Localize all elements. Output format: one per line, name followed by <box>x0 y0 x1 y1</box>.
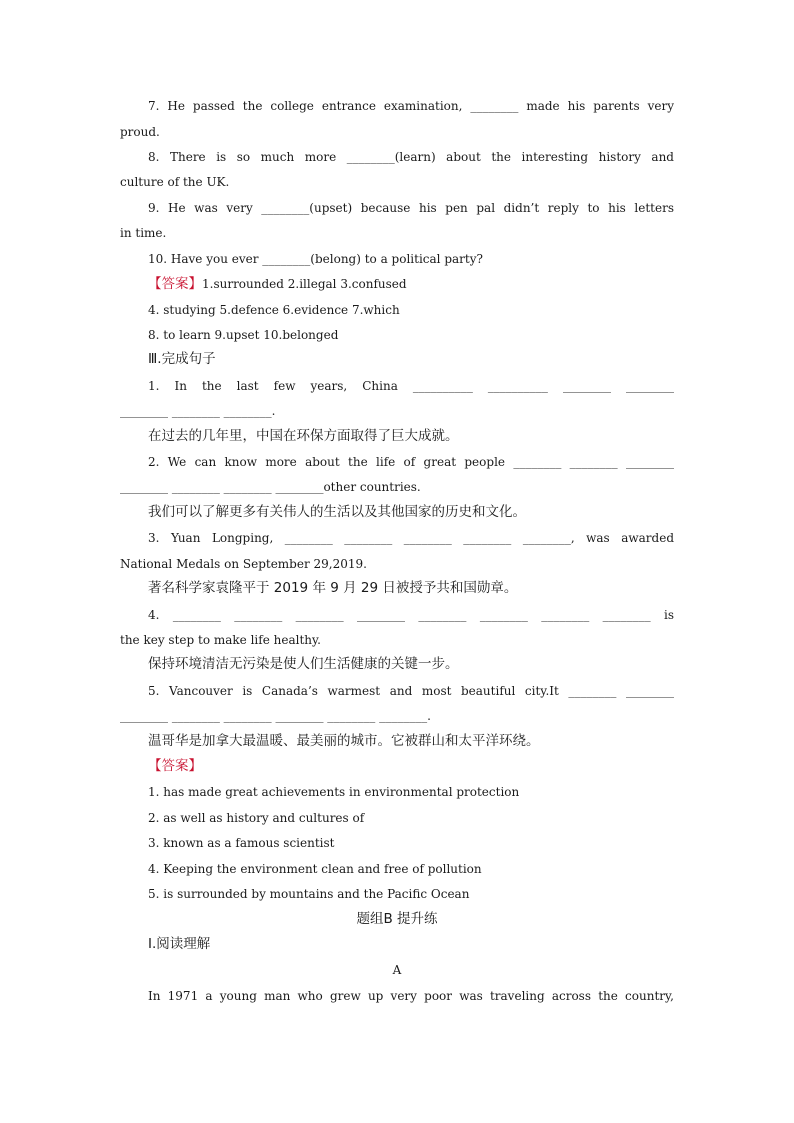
passage-label: A <box>392 963 402 977</box>
question-8-line-1: 8. There is so much more ________(learn) about the interesting history and <box>148 150 674 164</box>
question-7-line-2: proud. <box>120 125 160 139</box>
sentence-5-chinese: 温哥华是加拿大最温暖、最美丽的城市。它被群山和太平洋环绕。 <box>148 733 540 749</box>
question-7-line-1: 7. He passed the college entrance examination, ________ made his parents very <box>148 99 674 113</box>
section-heading-part-3: Ⅲ.完成句子 <box>148 351 216 367</box>
sentence-5-line-1: 5. Vancouver is Canada’s warmest and most beautiful city.It ________ ________ <box>148 684 674 698</box>
sentence-5-line-2: ________ ________ ________ ________ ________ ________. <box>120 709 431 723</box>
answer-label-part-3: 【答案】 <box>148 758 202 774</box>
answer-sentence-3: 3. known as a famous scientist <box>148 836 335 850</box>
sentence-2-line-2: ________ ________ ________ ________other countries. <box>120 480 421 494</box>
sentence-1-line-2: ________ ________ ________. <box>120 404 276 418</box>
sentence-4-line-2: the key step to make life healthy. <box>120 633 321 647</box>
question-9-line-1: 9. He was very ________(upset) because his pen pal didn’t reply to his letters <box>148 201 674 215</box>
question-10: 10. Have you ever ________(belong) to a political party? <box>148 252 483 266</box>
answer-sentence-2: 2. as well as history and cultures of <box>148 811 365 825</box>
sentence-4-line-1: 4. ________ ________ ________ ________ ________ ________ ________ ________ is <box>148 608 674 622</box>
answer-sentence-1: 1. has made great achievements in environmental protection <box>148 785 520 799</box>
group-b-title: 题组B 提升练 <box>356 911 438 927</box>
sentence-3-line-1: 3. Yuan Longping, ________ ________ ________ ________ ________, was awarded <box>148 531 674 545</box>
sentence-3-chinese: 著名科学家袁隆平于 2019 年 9 月 29 日被授予共和国勋章。 <box>148 580 518 596</box>
section-heading-reading: Ⅰ.阅读理解 <box>148 936 211 952</box>
sentence-2-line-1: 2. We can know more about the life of great people ________ ________ ________ <box>148 455 674 469</box>
answer-label: 【答案】 <box>148 276 202 292</box>
sentence-4-chinese: 保持环境清洁无污染是使人们生活健康的关键一步。 <box>148 656 459 672</box>
sentence-2-chinese: 我们可以了解更多有关伟人的生活以及其他国家的历史和文化。 <box>148 504 526 520</box>
answer-line-1 <box>148 276 674 292</box>
sentence-1-line-1: 1. In the last few years, China __________ __________ ________ ________ <box>148 379 674 393</box>
question-9-line-2: in time. <box>120 226 167 240</box>
question-8-line-2: culture of the UK. <box>120 175 230 189</box>
answer-sentence-5: 5. is surrounded by mountains and the Pacific Ocean <box>148 887 470 901</box>
answer-line-2: 4. studying 5.defence 6.evidence 7.which <box>148 303 400 317</box>
sentence-3-line-2: National Medals on September 29,2019. <box>120 557 367 571</box>
answer-text-1: 1.surrounded 2.illegal 3.confused <box>202 277 407 291</box>
answer-sentence-4: 4. Keeping the environment clean and free of pollution <box>148 862 482 876</box>
answer-line-3: 8. to learn 9.upset 10.belonged <box>148 328 339 342</box>
sentence-1-chinese: 在过去的几年里，中国在环保方面取得了巨大成就。 <box>148 428 459 444</box>
passage-first-line: In 1971 a young man who grew up very poor was traveling across the country, <box>148 989 674 1003</box>
